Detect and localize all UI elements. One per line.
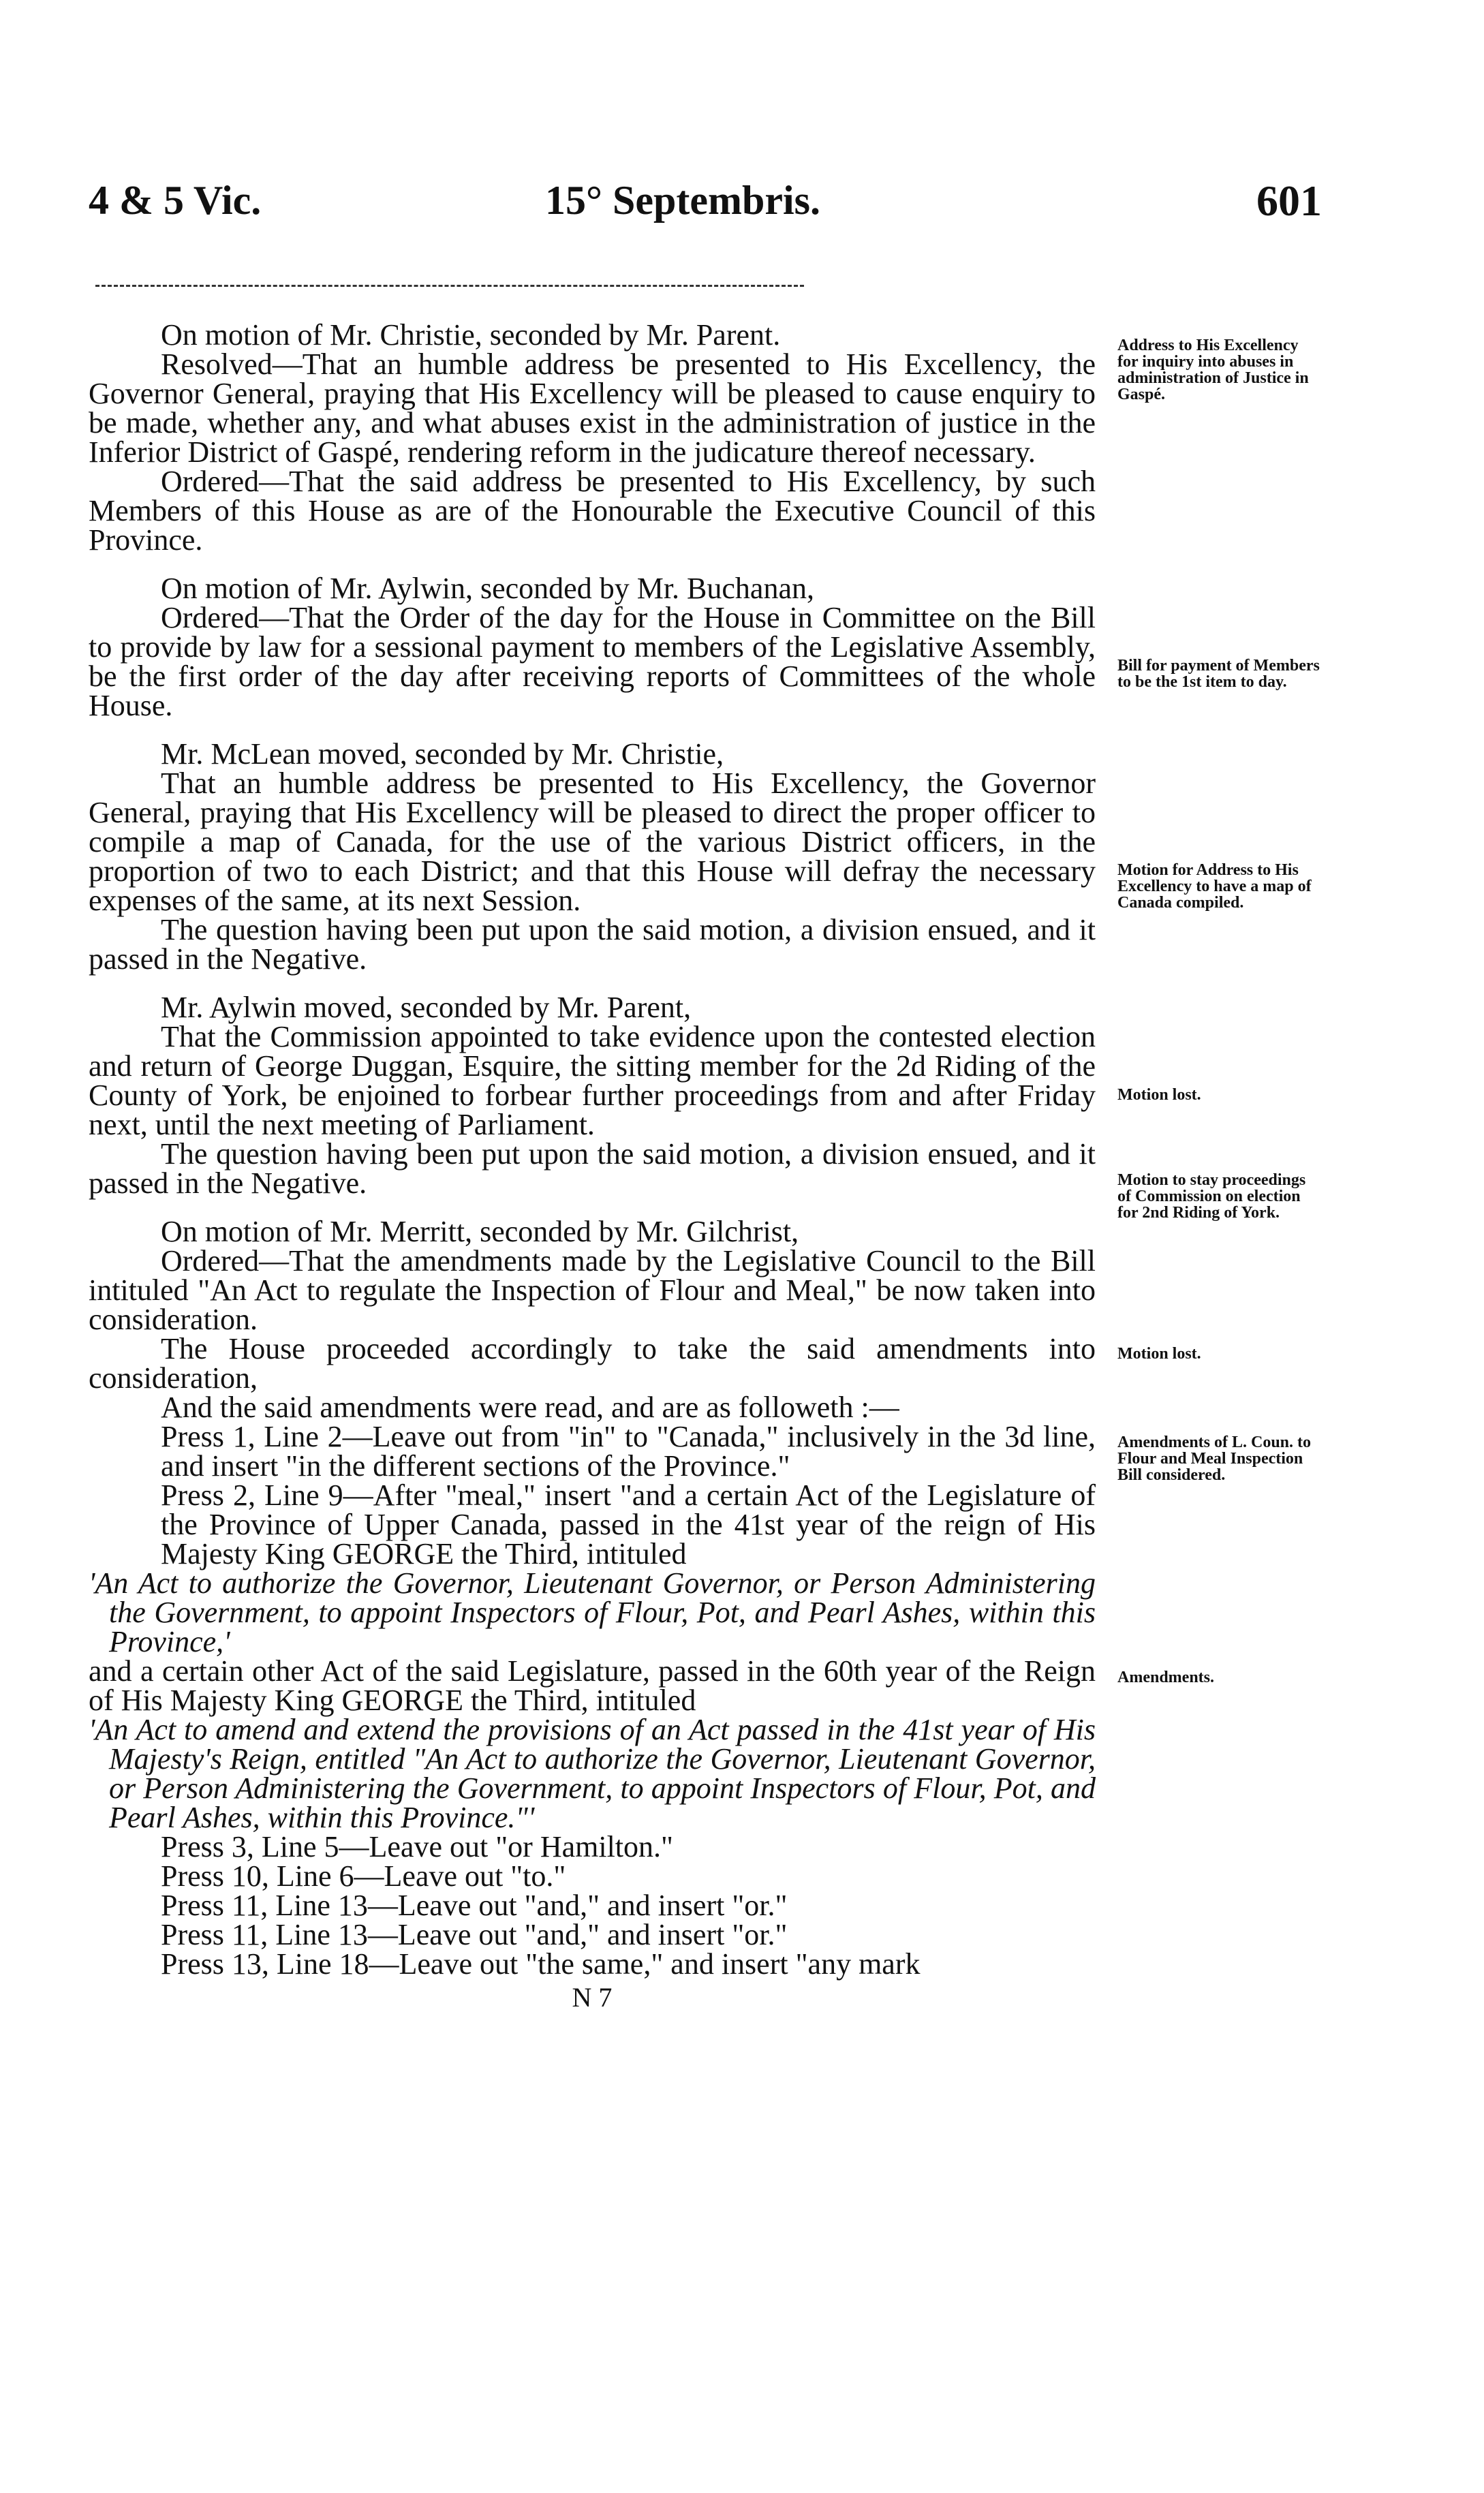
regnal-year: 4 & 5 Vic. xyxy=(89,178,262,223)
motion-christie: On motion of Mr. Christie, seconded by Mr. Parent. xyxy=(161,318,781,352)
amendment-press-13: Press 13, Line 18—Leave out "the same," and insert "any mark xyxy=(161,1947,921,1981)
ordered-address: Ordered—That the said address be presented to His Excellency, by such Members of this House as are of the Honourable the Executive Council of this Province. xyxy=(89,465,1096,557)
session-date: 15° Septembris. xyxy=(545,178,820,223)
margin-note-amendments: Amendments. xyxy=(1117,1669,1214,1686)
motion-mclean: Mr. McLean moved, seconded by Mr. Christie, xyxy=(161,737,724,771)
amendments-read: And the said amendments were read, and are as followeth :— xyxy=(161,1391,899,1424)
margin-note-motion-lost-1: Motion lost. xyxy=(1117,1086,1201,1104)
margin-note-stay-proceedings: Motion to stay proceedings of Commission on election for 2nd Riding of York. xyxy=(1117,1171,1306,1222)
motion-aylwin: On motion of Mr. Aylwin, seconded by Mr. Buchanan, xyxy=(161,572,814,605)
margin-note-amendments-considered: Amendments of L. Coun. to Flour and Meal Inspection Bill considered. xyxy=(1117,1434,1312,1484)
amendment-press-11a: Press 11, Line 13—Leave out "and," and insert "or." xyxy=(161,1889,788,1922)
motion-aylwin-2: Mr. Aylwin moved, seconded by Mr. Parent, xyxy=(161,991,692,1024)
amendment-press-3: Press 3, Line 5—Leave out "or Hamilton." xyxy=(161,1830,673,1863)
margin-note-motion-lost-2: Motion lost. xyxy=(1117,1345,1201,1363)
act-title-41st-year: 'An Act to authorize the Governor, Lieutenant Governor, or Person Administering the Government, to appoint Inspectors of Flour, Pot, and Pearl Ashes, within this Province,' xyxy=(89,1566,1096,1658)
act-title-60th-year: 'An Act to amend and extend the provisions of an Act passed in the 41st year of His Majesty's Reign, entitled "An Act to authorize the Governor, Lieutenant Governor, or Person Administering the Government, to appoint Inspectors of Flour, Pot, and Pearl Ashes, within this Province."' xyxy=(89,1713,1096,1834)
map-address-text: That an humble address be presented to His Excellency, the Governor General, praying that His Excellency will be pleased to direct the proper officer to compile a map of Canada, for the use of the various District officers, in the proportion of two to each District; and that this House will defray the necessary expenses of the same, at its next Session. xyxy=(89,767,1096,917)
amendment-press-2-cont: and a certain other Act of the said Legislature, passed in the 60th year of the Reign of His Majesty King GEORGE the Third, intituled xyxy=(89,1654,1096,1717)
margin-note-gaspe: Address to His Excellency for inquiry into abuses in administration of Justice in Gaspé. xyxy=(1117,337,1309,403)
ordered-order-of-day: Ordered—That the Order of the day for the House in Committee on the Bill to provide by law for a sessional payment to members of the Legislative Assembly, be the first order of the day after receiving reports of Committees of the whole House. xyxy=(89,601,1096,722)
house-proceeded: The House proceeded accordingly to take the said amendments into consideration, xyxy=(89,1332,1096,1395)
commission-text: That the Commission appointed to take evidence upon the contested election and return of George Duggan, Esquire, the sitting member for the 2d Riding of the County of York, be enjoined to forbear further proceedings from and after Friday next, until the next meeting of Parliament. xyxy=(89,1020,1096,1141)
header-rule xyxy=(95,285,804,287)
division-negative-1: The question having been put upon the said motion, a division ensued, and it passed in the Negative. xyxy=(89,913,1096,976)
page-header xyxy=(82,170,1322,232)
main-text-column xyxy=(89,320,1096,2012)
ordered-amendments: Ordered—That the amendments made by the Legislative Council to the Bill intituled "An Act to regulate the Inspection of Flour and Meal," be now taken into consideration. xyxy=(89,1244,1096,1336)
amendment-press-11b: Press 11, Line 13—Leave out "and," and insert "or." xyxy=(161,1918,788,1951)
amendment-press-1: Press 1, Line 2—Leave out from "in" to "Canada," inclusively in the 3d line, and insert "in the different sections of the Province." xyxy=(161,1420,1096,1483)
division-negative-2: The question having been put upon the said motion, a division ensued, and it passed in the Negative. xyxy=(89,1137,1096,1200)
amendment-press-10: Press 10, Line 6—Leave out "to." xyxy=(161,1859,566,1893)
margin-note-bill-payment: Bill for payment of Members to be the 1st item to day. xyxy=(1117,657,1320,691)
amendment-press-2: Press 2, Line 9—After "meal," insert "and a certain Act of the Legislature of the Province of Upper Canada, passed in the 41st year of the reign of His Majesty King GEORGE the Third, intituled xyxy=(161,1478,1096,1570)
motion-merritt: On motion of Mr. Merritt, seconded by Mr. Gilchrist, xyxy=(161,1215,799,1248)
signature-mark: N 7 xyxy=(572,1982,613,2013)
page-number: 601 xyxy=(1256,176,1322,225)
resolved-gaspe: Resolved—That an humble address be presented to His Excellency, the Governor General, praying that His Excellency will be pleased to cause enquiry to be made, whether any, and what abuses exist in the administration of justice in the Inferior District of Gaspé, rendering reform in the judicature thereof necessary. xyxy=(89,347,1096,469)
margin-note-map-address: Motion for Address to His Excellency to have a map of Canada compiled. xyxy=(1117,861,1312,912)
